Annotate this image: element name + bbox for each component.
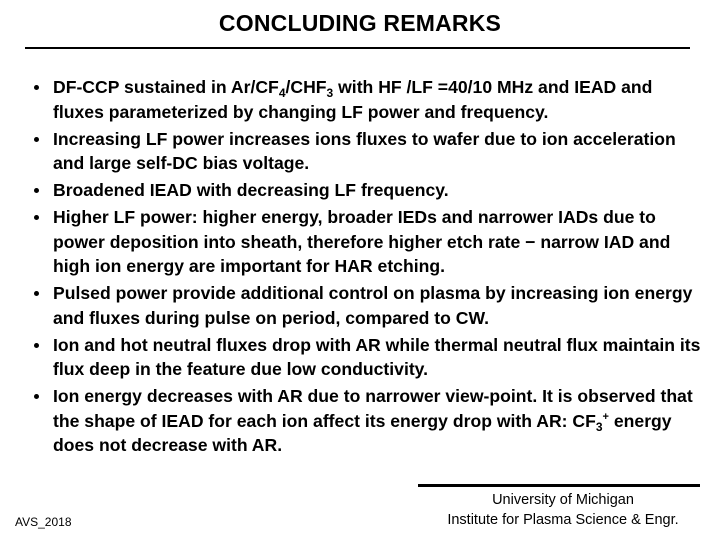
bullet-text: Pulsed power provide additional control on plasma by increasing ion energy and fluxes during pulse on period, compared to CW.: [53, 283, 693, 328]
bullet-icon: [34, 291, 39, 296]
bullet-item: [32, 205, 707, 279]
bullet-icon: [34, 188, 39, 193]
bullet-icon: [34, 85, 39, 90]
bullet-text: Increasing LF power increases ions fluxes to wafer due to ion acceleration and large self-DC bias voltage.: [53, 128, 676, 173]
page-title: CONCLUDING REMARKS: [218, 10, 502, 36]
bullet-item: [32, 75, 707, 124]
bullet-text: Ion and hot neutral fluxes drop with AR while thermal neutral flux maintain its flux deep in the feature due low conductivity.: [53, 334, 701, 379]
bullet-item: [32, 281, 707, 330]
bullet-icon: [34, 343, 39, 348]
bullet-text: Broadened IEAD with decreasing LF frequency.: [53, 180, 449, 200]
footer-divider: [418, 484, 700, 487]
bullet-icon: [34, 215, 39, 220]
superscript: +: [602, 410, 609, 423]
footer-affiliation: [418, 490, 708, 530]
bullet-text: Ion energy decreases with AR due to narrower view-point. It is observed that the shape of IEAD for each ion affect its energy drop with AR: CF: [53, 386, 693, 431]
bullet-text: DF-CCP sustained in Ar/CF: [53, 77, 279, 97]
footer-university: University of Michigan: [492, 492, 634, 508]
subscript: 3: [326, 86, 334, 100]
bullet-item: [32, 384, 707, 458]
bullet-item: [32, 127, 707, 176]
subscript: 4: [278, 86, 286, 100]
bullet-item: [32, 333, 707, 382]
bullet-text: /CHF: [285, 77, 327, 97]
bullet-text: Higher LF power: higher energy, broader IEDs and narrower IADs due to power deposition into sheath, therefore higher etch rate − narrow IAD and high ion energy are important for HAR etching.: [53, 207, 671, 276]
footer-institute: Institute for Plasma Science & Engr.: [447, 512, 679, 528]
subscript: 3: [595, 419, 603, 434]
bullet-item: [32, 178, 707, 203]
bullet-text: energy does not decrease with AR.: [53, 410, 672, 455]
footer-conference-label: AVS_2018: [15, 515, 72, 529]
bullet-icon: [34, 394, 39, 399]
title-divider: [25, 47, 690, 49]
bullet-icon: [34, 137, 39, 142]
bullet-list: [32, 75, 707, 460]
bullet-text: with HF /LF =40/10 MHz and IEAD and fluxes parameterized by changing LF power and frequency.: [53, 77, 653, 122]
